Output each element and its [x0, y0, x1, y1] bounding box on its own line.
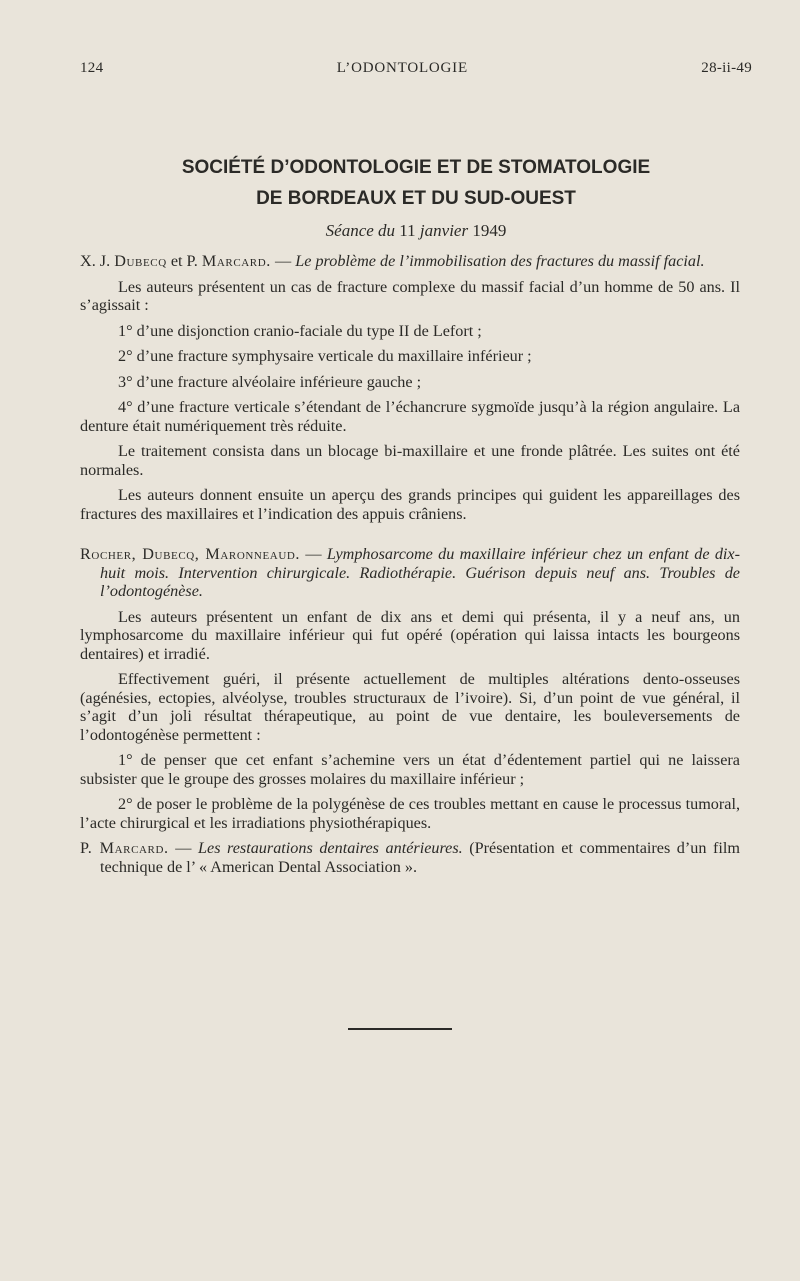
session-line — [80, 221, 752, 241]
entry2-paragraph4: 2° de poser le problème de la polygénèse de ces troubles mettant en cause le processus tumoral, l’acte chirurgical et les irradiations physiothérapiques. — [80, 795, 740, 832]
entry1-heading — [80, 252, 740, 271]
page-number: 124 — [80, 60, 104, 76]
session-year: 1949 — [472, 221, 507, 240]
running-header — [80, 60, 752, 77]
entry1-author2: Marcard. — [201, 252, 271, 270]
article-body — [80, 252, 740, 876]
entry2-paragraph1: Les auteurs présentent un enfant de dix ans et demi qui présenta, il y a neuf ans, un lymphosarcome du maxillaire inférieur qui fut opéré (opération qui laissa intacts les bourgeons dentaires) et irradié. — [80, 607, 740, 663]
session-day: 11 — [399, 221, 416, 240]
entry1-author-prefix: X. J. — [80, 252, 111, 270]
entry1-item2: 2° d’une fracture symphysaire verticale du maxillaire inférieur ; — [118, 347, 532, 365]
entry1-author1: Dubecq — [114, 252, 167, 270]
closing-rule — [348, 1028, 452, 1030]
entry3-rest: (Présentation et commentaires d’un film technique de l’ « American Dental Association ». — [100, 839, 741, 876]
entry2-authors: Rocher, Dubecq, Maronneaud. — [80, 545, 301, 563]
entry3-dash: — — [175, 839, 192, 857]
society-heading-line2: DE BORDEAUX ET DU SUD-OUEST — [256, 188, 576, 209]
entry1-dash: — — [274, 252, 292, 270]
entry3-author: P. Marcard. — [80, 839, 169, 857]
entry1-treatment: Le traitement consista dans un blocage bi-maxillaire et une fronde plâtrée. Les suites ont été normales. — [80, 442, 740, 479]
entry3-heading — [80, 839, 740, 876]
entry1-intro: Les auteurs présentent un cas de fracture complexe du massif facial d’un homme de 50 ans. Il s’agissait : — [80, 277, 740, 314]
entry1-conclusion: Les auteurs donnent ensuite un aperçu des grands principes qui guident les appareillages des fractures des maxillaires et l’indication des appuis crâniens. — [80, 486, 740, 523]
entry2-paragraph3: 1° de penser que cet enfant s’achemine vers un état d’édentement partiel qui ne laissera subsister que le groupe des grosses molaires du maxillaire inférieur ; — [80, 751, 740, 788]
entry2-paragraph2: Effectivement guéri, il présente actuellement de multiples altérations dento-osseuses (agénésies, ectopies, alvéolyse, troubles structuraux de l’ivoire). Si, d’un point de vue général, il s’agit d’un joli résultat thérapeutique, au point de vue dentaire, les bouleversements de l’odontogénèse permettent : — [80, 670, 740, 744]
session-prefix: Séance du — [325, 221, 396, 240]
entry1-title: Le problème de l’immobilisation des fractures du massif facial. — [295, 252, 705, 270]
session-month: janvier — [419, 221, 469, 240]
entry2-title: Lymphosarcome du maxillaire inférieur chez un enfant de dix-huit mois. Intervention chirurgicale. Radiothérapie. Guérison depuis neuf ans. Troubles de l’odontogénèse. — [100, 545, 741, 600]
entry1-item4: 4° d’une fracture verticale s’étendant de l’échancrure sygmoïde jusqu’à la région angulaire. La denture était numériquement très réduite. — [80, 398, 740, 435]
entry2-dash: — — [305, 545, 322, 563]
journal-title: L’ODONTOLOGIE — [336, 60, 468, 76]
entry2-heading — [80, 545, 740, 601]
entry1-item1: 1° d’une disjonction cranio-faciale du type II de Lefort ; — [118, 321, 482, 340]
entry3-title: Les restaurations dentaires antérieures. — [198, 839, 463, 857]
society-heading-line1: SOCIÉTÉ D’ODONTOLOGIE ET DE STOMATOLOGIE — [181, 157, 651, 178]
entry1-and: et P. — [170, 252, 198, 270]
entry1-item3: 3° d’une fracture alvéolaire inférieure gauche ; — [118, 372, 422, 391]
society-heading — [80, 152, 752, 214]
issue-date: 28-ii-49 — [701, 60, 752, 76]
